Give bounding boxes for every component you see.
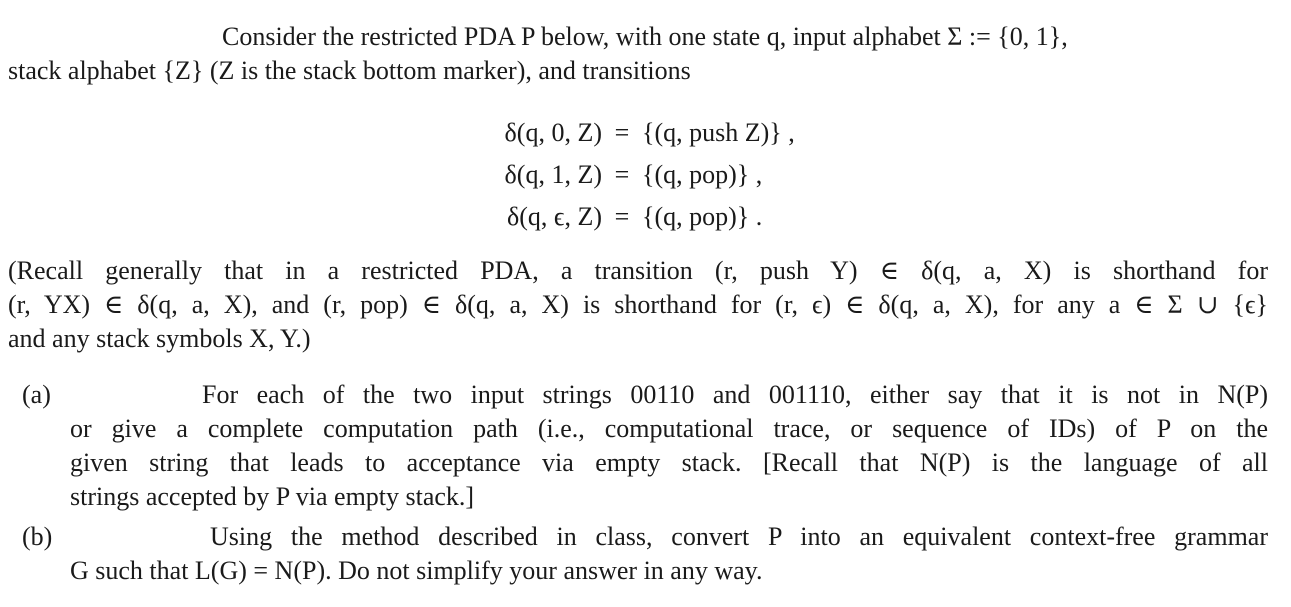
equals-sign: = <box>614 118 630 147</box>
intro-line-1: Consider the restricted PDA P below, with one state q, input alphabet Σ := {0, 1}, <box>222 22 1068 51</box>
part-b-line-1: Using the method described in class, convert P into an equivalent context-free grammar <box>210 522 1268 551</box>
transition-equations <box>466 112 795 238</box>
part-a-line-1: For each of the two input strings 00110 and 001110, either say that it is not in N(P) <box>202 380 1268 409</box>
part-a-label: (a) <box>22 380 51 409</box>
intro-line-2: stack alphabet {Z} (Z is the stack bottom marker), and transitions <box>8 56 691 85</box>
equals-sign: = <box>614 202 630 231</box>
recall-line-3: and any stack symbols X, Y.) <box>8 324 311 353</box>
transition-row <box>466 154 795 196</box>
recall-paragraph <box>8 254 1268 356</box>
transition-row <box>466 112 795 154</box>
part-a-line-2: or give a complete computation path (i.e., computational trace, or sequence of IDs) of P on the <box>70 414 1268 443</box>
part-a-line-3: given string that leads to acceptance via empty stack. [Recall that N(P) is the language of all <box>70 448 1268 477</box>
recall-line-2: (r, YX) ∈ δ(q, a, X), and (r, pop) ∈ δ(q, a, X) is shorthand for (r, ϵ) ∈ δ(q, a, X), for any a ∈ Σ ∪ {ϵ} <box>8 290 1268 319</box>
part-b-line-2: G such that L(G) = N(P). Do not simplify your answer in any way. <box>70 556 763 585</box>
recall-line-1: (Recall generally that in a restricted PDA, a transition (r, push Y) ∈ δ(q, a, X) is shorthand for <box>8 256 1268 285</box>
transition-lhs: δ(q, 0, Z) <box>504 118 602 147</box>
transition-rhs: {(q, push Z)} , <box>642 118 795 147</box>
equals-sign: = <box>614 160 630 189</box>
transition-lhs: δ(q, ϵ, Z) <box>507 202 602 231</box>
transition-lhs: δ(q, 1, Z) <box>504 160 602 189</box>
transition-rhs: {(q, pop)} , <box>642 160 763 189</box>
part-a-line-4: strings accepted by P via empty stack.] <box>70 482 475 511</box>
part-a-body <box>70 378 1268 514</box>
part-b-body <box>70 520 1268 588</box>
intro-paragraph <box>8 20 1268 88</box>
part-b-label: (b) <box>22 522 53 551</box>
transition-row <box>466 196 795 238</box>
transition-rhs: {(q, pop)} . <box>642 202 763 231</box>
